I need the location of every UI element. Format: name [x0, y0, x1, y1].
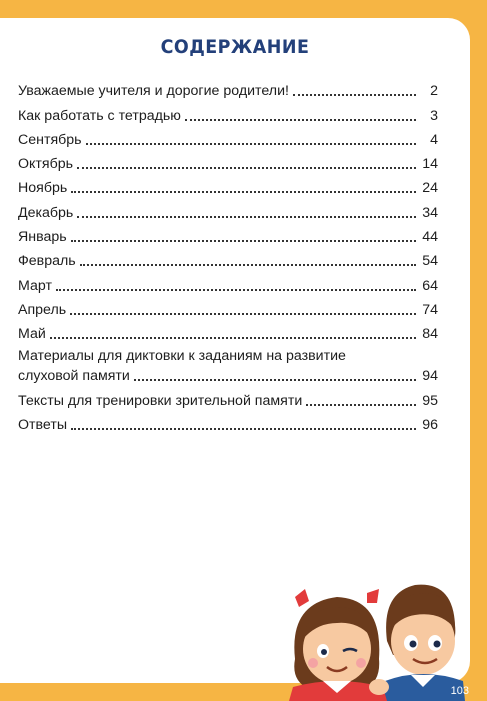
toc-entry[interactable] — [18, 410, 438, 434]
toc-entry-label: Февраль — [18, 253, 76, 270]
toc-entry[interactable] — [18, 173, 438, 197]
toc-entry-page: 96 — [422, 416, 438, 433]
toc-entry-page: 94 — [422, 368, 438, 385]
toc-entry-label: Уважаемые учителя и дорогие родители! — [18, 83, 289, 100]
toc-entry[interactable] — [18, 76, 438, 100]
dot-leader — [77, 167, 416, 169]
dot-leader — [306, 404, 416, 406]
dot-leader — [80, 264, 416, 266]
dot-leader — [50, 337, 416, 339]
toc-entry-page: 4 — [430, 131, 438, 148]
toc-entry[interactable] — [18, 319, 438, 343]
toc-entry-page: 34 — [422, 204, 438, 221]
table-of-contents — [18, 76, 438, 434]
toc-entry[interactable] — [18, 270, 438, 294]
toc-entry-label: Май — [18, 326, 46, 343]
dot-leader — [86, 143, 416, 145]
toc-entry-page: 3 — [430, 107, 438, 124]
toc-entry-page: 2 — [430, 83, 438, 100]
toc-entry-label: Декабрь — [18, 204, 74, 221]
toc-entry-page: 74 — [422, 301, 438, 318]
toc-entry[interactable] — [18, 222, 438, 246]
content-page — [0, 18, 470, 683]
toc-entry-label: Как работать с тетрадью — [18, 107, 181, 124]
dot-leader — [77, 216, 416, 218]
toc-entry[interactable] — [18, 125, 438, 149]
toc-entry[interactable] — [18, 149, 438, 173]
dot-leader — [56, 289, 416, 291]
dot-leader — [134, 379, 416, 381]
dot-leader — [70, 313, 416, 315]
toc-entry-page: 84 — [422, 326, 438, 343]
toc-entry-page: 24 — [422, 180, 438, 197]
dot-leader — [71, 191, 416, 193]
toc-entry-label: Сентябрь — [18, 131, 82, 148]
toc-entry[interactable] — [18, 347, 438, 385]
toc-entry-page: 14 — [422, 156, 438, 173]
two-children-icon — [275, 563, 465, 701]
page-number: 103 — [450, 685, 469, 697]
dot-leader — [71, 428, 416, 430]
toc-entry-label: Тексты для тренировки зрительной памяти — [18, 392, 303, 409]
dot-leader — [185, 119, 416, 121]
toc-entry-label: Январь — [18, 229, 67, 246]
toc-entry-page: 64 — [422, 277, 438, 294]
page-title: СОДЕРЖАНИЕ — [160, 36, 310, 58]
toc-entry[interactable] — [18, 100, 438, 124]
toc-entry-label: Март — [18, 277, 52, 294]
toc-entry-label-line1: Материалы для диктовки к заданиям на развитие — [18, 348, 346, 365]
toc-entry-page: 95 — [422, 392, 438, 409]
toc-entry-label-line2: слуховой памяти — [18, 368, 130, 385]
toc-entry[interactable] — [18, 295, 438, 319]
toc-entry-page: 54 — [422, 253, 438, 270]
dot-leader — [293, 94, 416, 96]
toc-entry[interactable] — [18, 197, 438, 221]
toc-entry-label: Октябрь — [18, 156, 73, 173]
toc-entry[interactable] — [18, 385, 438, 409]
toc-entry-label: Ответы — [18, 416, 68, 433]
toc-entry[interactable] — [18, 246, 438, 270]
toc-entry-page: 44 — [422, 229, 438, 246]
toc-entry-label: Апрель — [18, 301, 67, 318]
toc-entry-label: Ноябрь — [18, 180, 68, 197]
dot-leader — [71, 240, 416, 242]
